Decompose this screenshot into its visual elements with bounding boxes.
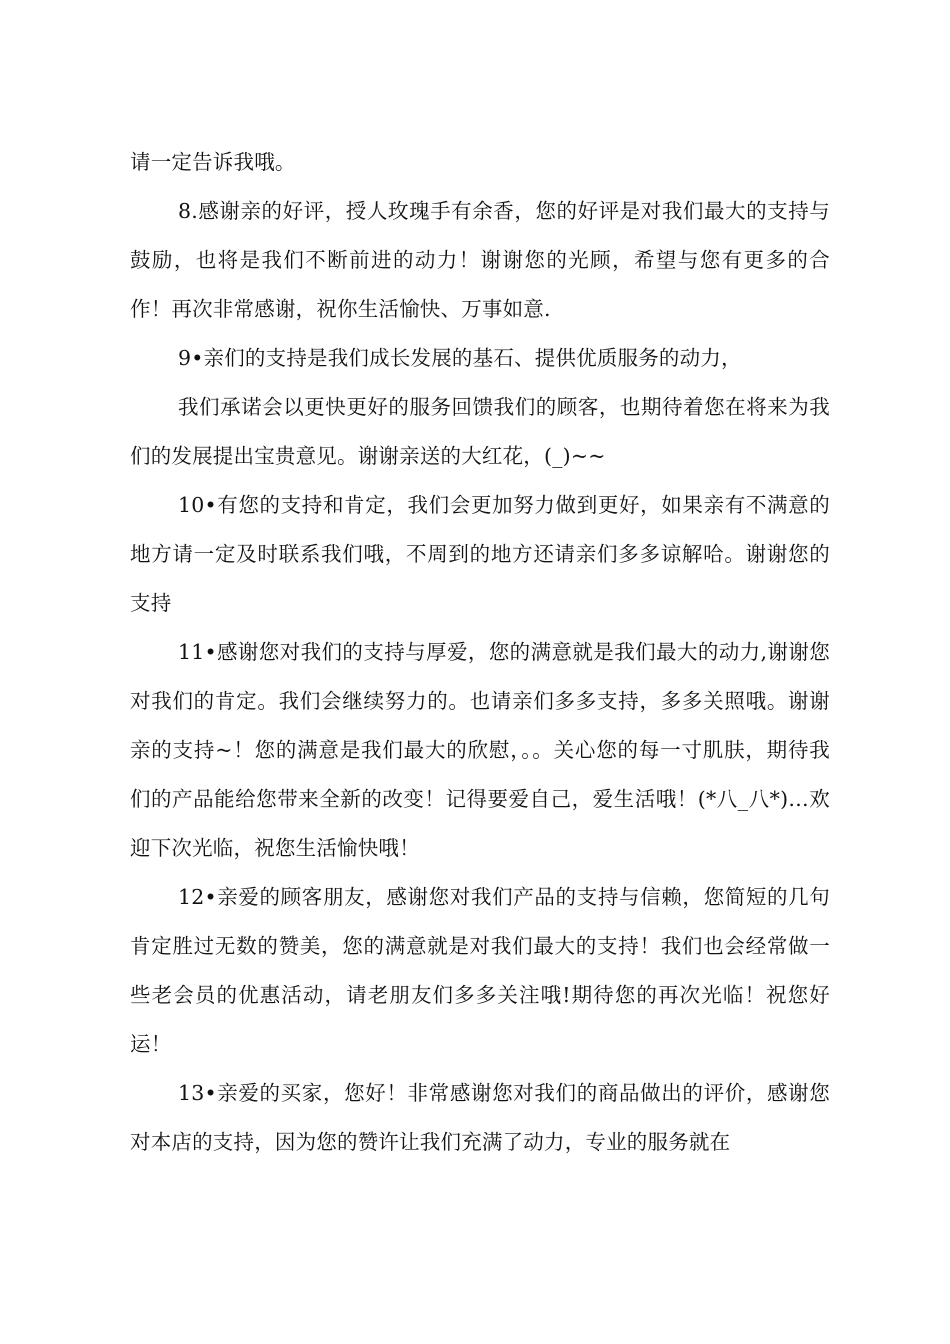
paragraph-item-8: 8.感谢亲的好评，授人玫瑰手有余香，您的好评是对我们最大的支持与鼓励，也将是我们不断前进的动力！谢谢您的光顾，希望与您有更多的合作！再次非常感谢，祝你生活愉快、万事如意. xyxy=(130,199,830,321)
document-body xyxy=(130,138,830,1167)
paragraph-item-10: 10•有您的支持和肯定，我们会更加努力做到更好，如果亲有不满意的地方请一定及时联系我们哦，不周到的地方还请亲们多多谅解哈。谢谢您的支持 xyxy=(130,493,830,615)
paragraph-item-13: 13•亲爱的买家，您好！非常感谢您对我们的商品做出的评价，感谢您对本店的支持，因为您的赞许让我们充满了动力，专业的服务就在 xyxy=(130,1081,830,1154)
paragraph-item-9-part-2: 我们承诺会以更快更好的服务回馈我们的顾客，也期待着您在将来为我们的发展提出宝贵意见。谢谢亲送的大红花，(_)~~ xyxy=(130,395,830,468)
paragraph-item-11: 11•感谢您对我们的支持与厚爱，您的满意就是我们最大的动力,谢谢您对我们的肯定。我们会继续努力的。也请亲们多多支持，多多关照哦。谢谢亲的支持~！您的满意是我们最大的欣慰，。。关心您的每一寸肌肤，期待我们的产品能给您带来全新的改变！记得要爱自己，爱生活哦！(*八_八*)…欢迎下次光临，祝您生活愉快哦！ xyxy=(130,640,830,860)
paragraph-item-9-part-1: 9•亲们的支持是我们成长发展的基石、提供优质服务的动力， xyxy=(178,346,742,370)
paragraph-item-12: 12•亲爱的顾客朋友，感谢您对我们产品的支持与信赖，您简短的几句肯定胜过无数的赞美，您的满意就是对我们最大的支持！我们也会经常做一些老会员的优惠活动，请老朋友们多多关注哦!期待您的再次光临！祝您好运！ xyxy=(130,885,830,1056)
paragraph-continuation: 请一定告诉我哦。 xyxy=(130,150,296,174)
